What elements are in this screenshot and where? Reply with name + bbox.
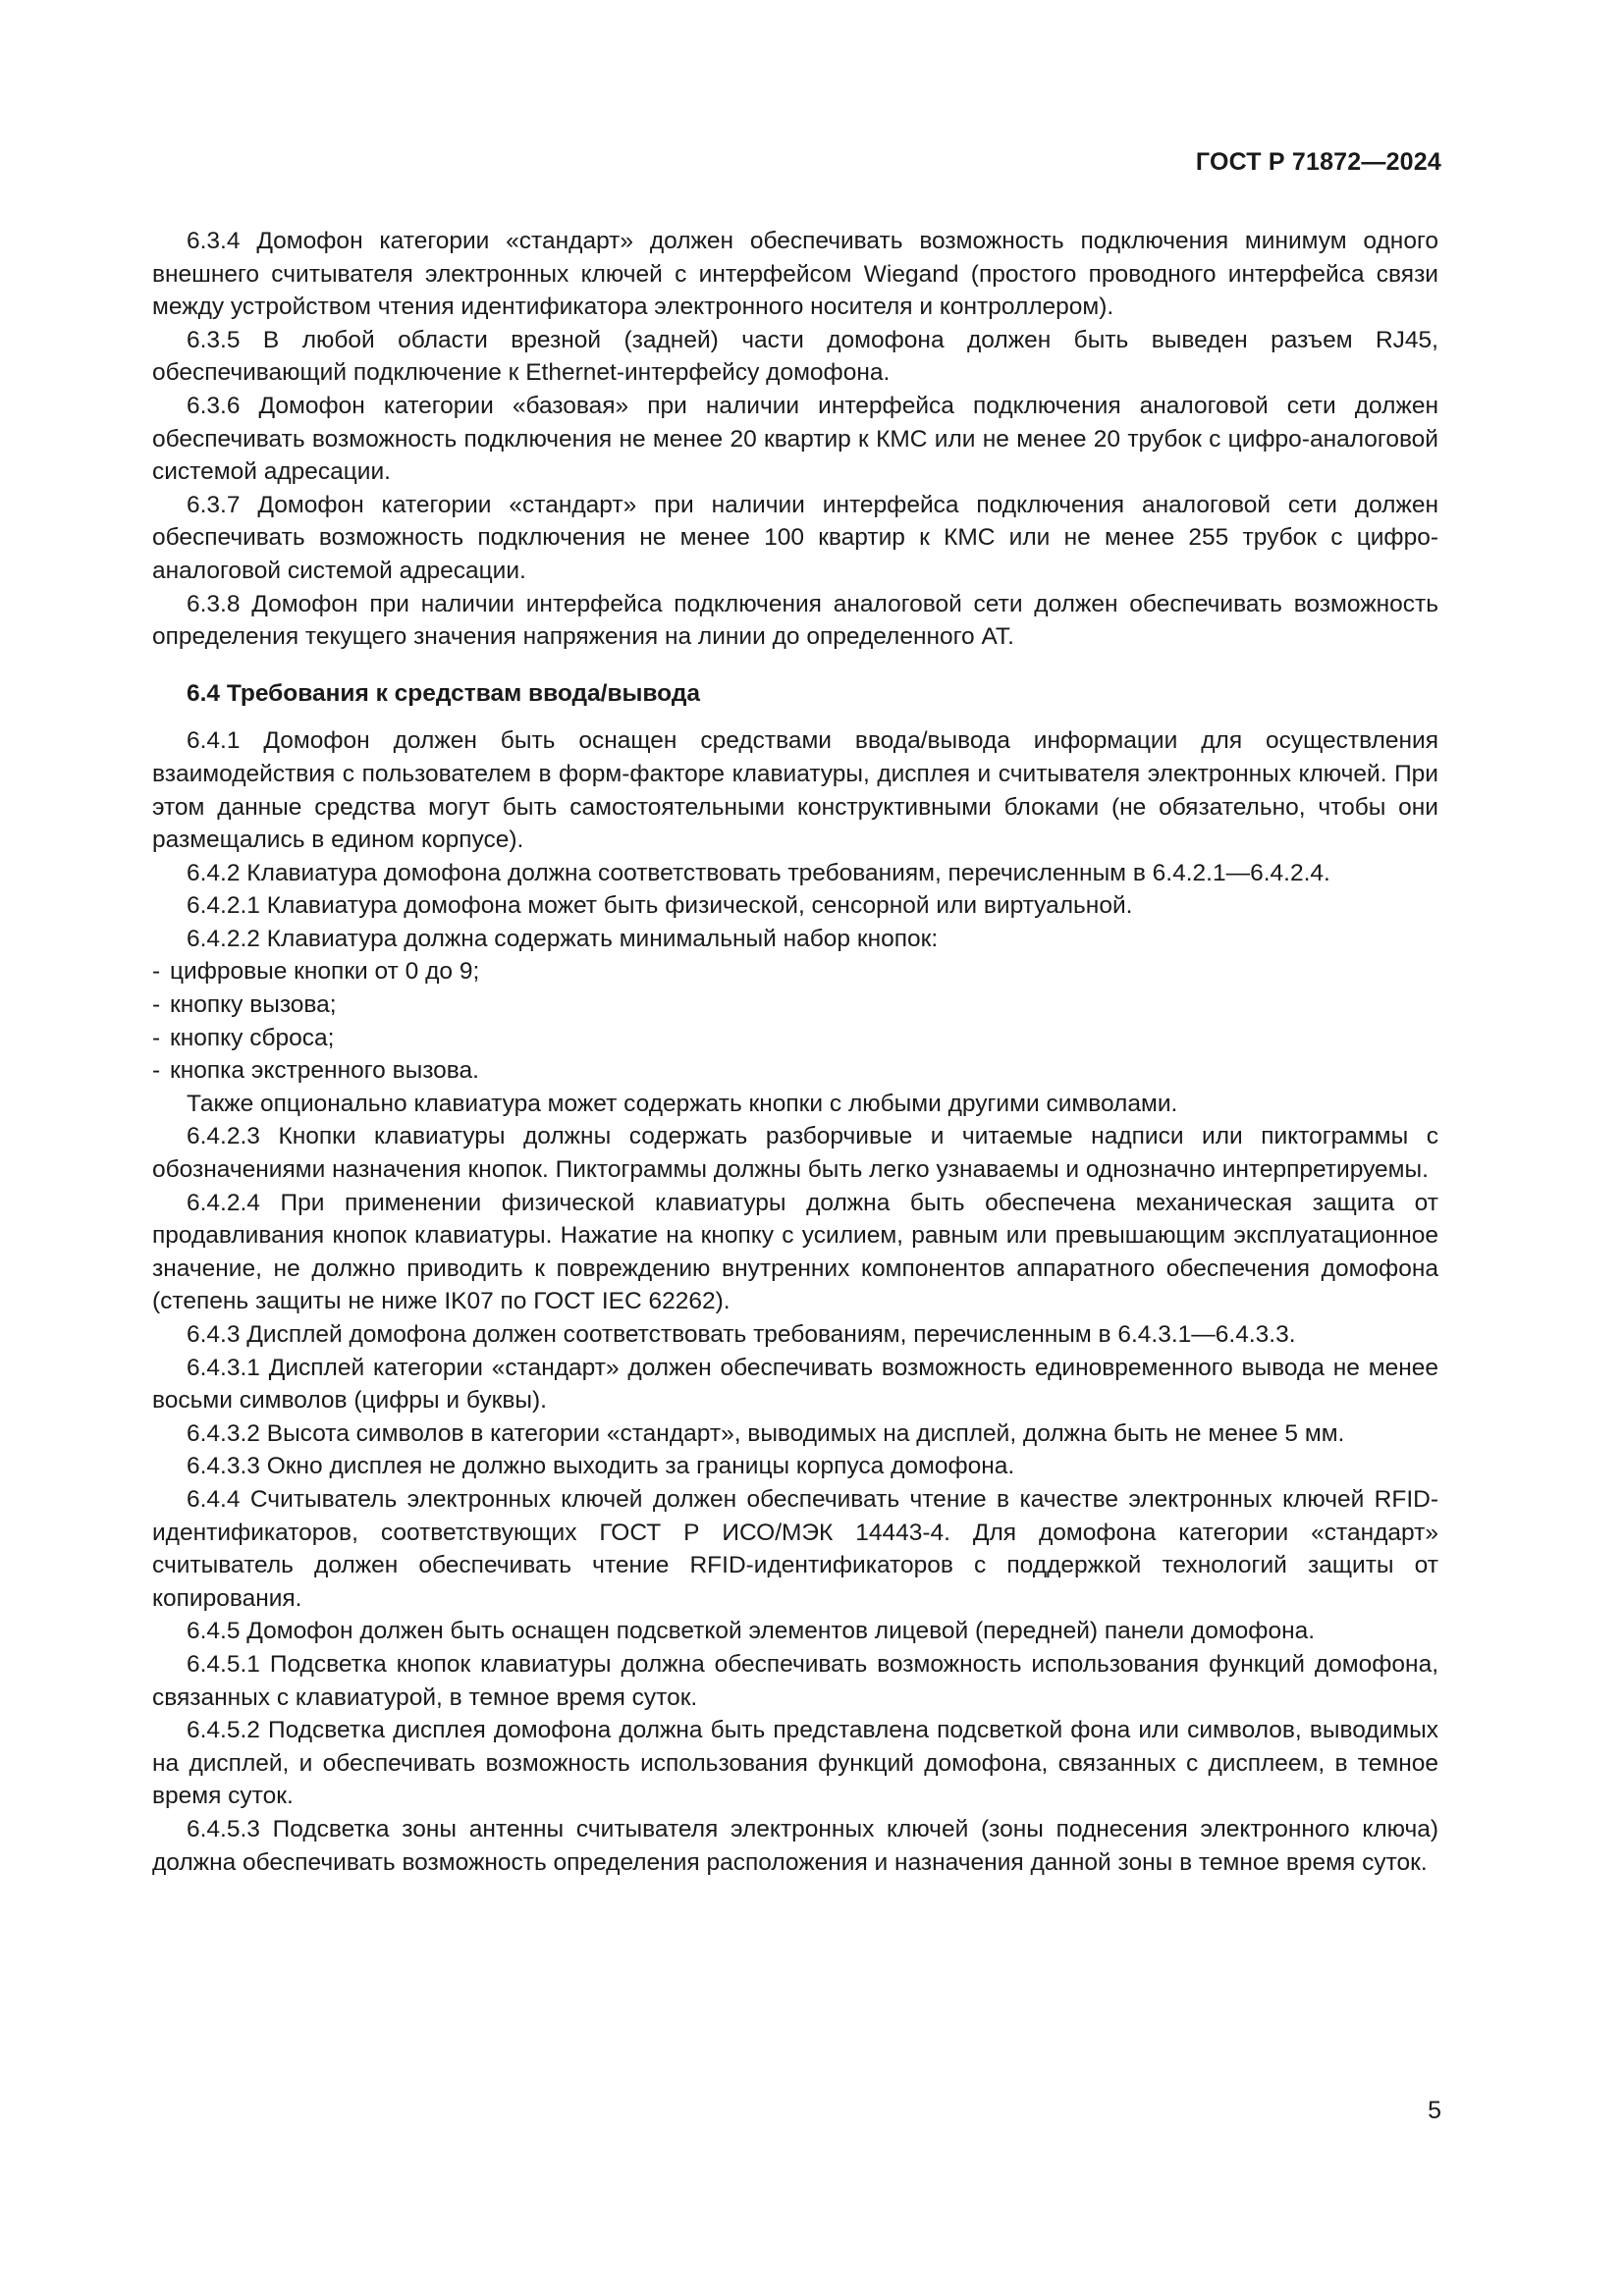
list-item: - цифровые кнопки от 0 до 9;: [152, 955, 1438, 988]
paragraph-6-4-5-3: 6.4.5.3 Подсветка зоны антенны считывателя электронных ключей (зоны поднесения электронного ключа) должна обеспечивать возможность определения расположения и назначения данной зоны в темное время суток.: [152, 1815, 1438, 1876]
paragraph-6-4-3-3: 6.4.3.3 Окно дисплея не должно выходить за границы корпуса домофона.: [187, 1453, 1015, 1480]
paragraph-6-4-2-1: 6.4.2.1 Клавиатура домофона может быть физической, сенсорной или виртуальной.: [187, 892, 1133, 920]
document-id: ГОСТ Р 71872—2024: [1195, 148, 1441, 176]
paragraph-6-4-5-1: 6.4.5.1 Подсветка кнопок клавиатуры должна обеспечивать возможность использования функций домофона, связанных с клавиатурой, в темное время суток.: [152, 1650, 1438, 1711]
list-item: - кнопку сброса;: [152, 1022, 1438, 1055]
paragraph-6-3-6: 6.3.6 Домофон категории «базовая» при наличии интерфейса подключения аналоговой сети должен обеспечивать возможность подключения не менее 20 квартир к КМС или не менее 20 трубок с цифро-аналоговой системой адресации.: [152, 392, 1438, 486]
paragraph-6-4-5-2: 6.4.5.2 Подсветка дисплея домофона должна быть представлена подсветкой фона или символов, выводимых на дисплей, и обеспечивать возможность использования функций домофона, связанных с дисплеем, в темное время суток.: [152, 1717, 1438, 1810]
paragraph-optional-buttons: Также опционально клавиатура может содержать кнопки с любыми другими символами.: [187, 1090, 1178, 1117]
paragraph-6-4-3: 6.4.3 Дисплей домофона должен соответствовать требованиям, перечисленным в 6.4.3.1—6.4.3.3.: [187, 1321, 1296, 1348]
list-dash: -: [152, 1024, 161, 1051]
section-heading-6-4: 6.4 Требования к средствам ввода/вывода: [187, 679, 700, 707]
paragraph-6-4-5: 6.4.5 Домофон должен быть оснащен подсветкой элементов лицевой (передней) панели домофона.: [187, 1618, 1316, 1645]
paragraph-6-3-8: 6.3.8 Домофон при наличии интерфейса подключения аналоговой сети должен обеспечивать возможность определения текущего значения напряжения на линии до определенного АТ.: [152, 590, 1438, 651]
page-number: 5: [1428, 2097, 1441, 2124]
paragraph-6-4-4: 6.4.4 Считыватель электронных ключей должен обеспечивать чтение в качестве электронных ключей RFID-идентификаторов, соответствующих ГОСТ Р ИСО/МЭК 14443-4. Для домофона категории «стандарт» считыватель должен обеспечивать чтение RFID-идентификаторов с поддержкой технологий защиты от копирования.: [152, 1485, 1438, 1612]
paragraph-6-4-2: 6.4.2 Клавиатура домофона должна соответствовать требованиям, перечисленным в 6.4.2.1—6.4.2.4.: [187, 859, 1330, 886]
page-body: [152, 225, 1438, 1879]
paragraph-6-4-2-3: 6.4.2.3 Кнопки клавиатуры должны содержать разборчивые и читаемые надписи или пиктограммы с обозначениями назначения кнопок. Пиктограммы должны быть легко узнаваемы и однозначно интерпретируемы.: [152, 1123, 1438, 1184]
paragraph-6-3-7: 6.3.7 Домофон категории «стандарт» при наличии интерфейса подключения аналоговой сети должен обеспечивать возможность подключения не менее 100 квартир к КМС или не менее 255 трубок с цифро-аналоговой системой адресации.: [152, 491, 1438, 584]
paragraph-6-3-5: 6.3.5 В любой области врезной (задней) части домофона должен быть выведен разъем RJ45, обеспечивающий подключение к Ethernet-интерфейсу домофона.: [152, 326, 1438, 387]
paragraph-6-4-2-4: 6.4.2.4 При применении физической клавиатуры должна быть обеспечена механическая защита от продавливания кнопок клавиатуры. Нажатие на кнопку с усилием, равным или превышающим эксплуатационное значение, не должно приводить к повреждению внутренних компонентов аппаратного обеспечения домофона (степень защиты не ниже IK07 по ГОСТ IEC 62262).: [152, 1189, 1438, 1315]
paragraph-6-4-3-2: 6.4.3.2 Высота символов в категории «стандарт», выводимых на дисплей, должна быть не менее 5 мм.: [187, 1419, 1345, 1447]
list-dash: -: [152, 958, 161, 986]
list-dash: -: [152, 1057, 161, 1085]
list-item: - кнопка экстренного вызова.: [152, 1054, 1438, 1088]
list-dash: -: [152, 991, 161, 1019]
paragraph-6-4-2-2: 6.4.2.2 Клавиатура должна содержать минимальный набор кнопок:: [187, 925, 939, 952]
list-item: - кнопку вызова;: [152, 988, 1438, 1022]
button-list: [152, 955, 1438, 1087]
paragraph-6-4-3-1: 6.4.3.1 Дисплей категории «стандарт» должен обеспечивать возможность единовременного вывода не менее восьми символов (цифры и буквы).: [152, 1354, 1438, 1415]
paragraph-6-3-4: 6.3.4 Домофон категории «стандарт» должен обеспечивать возможность подключения минимум одного внешнего считывателя электронных ключей с интерфейсом Wiegand (простого проводного интерфейса связи между устройством чтения идентификатора электронного носителя и контроллером).: [152, 228, 1438, 321]
document-header: [1196, 148, 1441, 177]
paragraph-6-4-1: 6.4.1 Домофон должен быть оснащен средствами ввода/вывода информации для осуществления взаимодействия с пользователем в форм-факторе клавиатуры, дисплея и считывателя электронных ключей. При этом данные средства могут быть самостоятельными конструктивными блоками (не обязательно, чтобы они размещались в едином корпусе).: [152, 727, 1438, 854]
